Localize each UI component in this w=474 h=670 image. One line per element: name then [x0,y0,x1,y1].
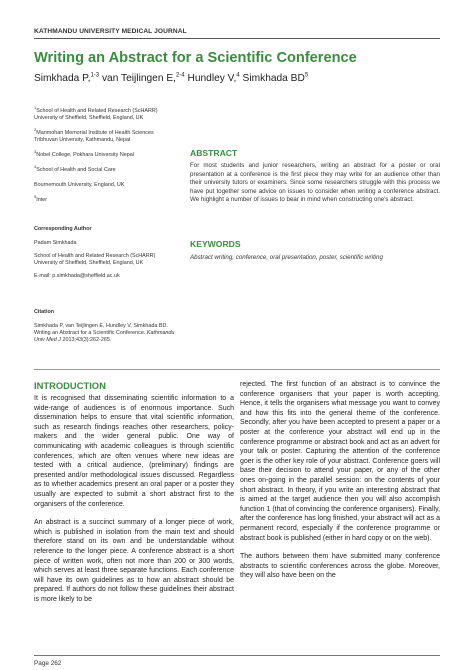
affiliation-line: School of Health and Related Research (ScHARR) [36,108,158,114]
author: Simkhada P, [34,73,91,84]
introduction-column-right [240,380,440,590]
affiliation-item [34,164,174,174]
affiliation-line: Tribhuvan University, Kathmandu, Nepal [34,137,131,143]
paragraph: The authors between them have submitted many conference abstracts to scientific conferences across the globe. Moreover, they will also have been on the [240,553,440,580]
header-rule [34,38,440,39]
author-list [34,73,308,84]
affiliation-line: Inter [36,197,48,203]
section-rule [34,369,440,370]
affiliation-item [34,149,174,159]
page-number: Page 262 [34,660,62,667]
paragraph: It is recognised that disseminating scientific information to a wide-range of audiences is of enormous importance. Such dissemination helps to ensure that vital scientific information, such as research findings reaches other researchers, policy-makers and the wider general public. One way of communicating with academic colleagues is through scientific conferences, which are often venues where new ideas are tested with a critical audience, (preliminary) findings are presented and/or methodological issues discussed. Regardless as to whether academics present an oral paper or a poster they usually are expected to submit a short abstract first to the organisers of the conference. [34,395,234,508]
affiliation-num: 4 [34,164,37,170]
affiliation-num: 5 [34,194,37,200]
corresponding-author-heading: Corresponding Author [34,226,92,232]
corresponding-author-details [34,240,184,286]
address-line: University of Sheffield, Sheffield, England, UK [34,260,144,266]
affiliation-num: 2 [34,127,37,133]
author-sup: 5 [304,72,309,79]
affiliation-item [34,105,174,122]
author: van Teijlingen E, [99,73,176,84]
corresponding-email[interactable]: E-mail: p.simkhada@sheffield.ac.uk [34,273,120,279]
introduction-heading: INTRODUCTION [34,380,106,391]
affiliation-item [34,194,174,204]
author-sup: 2-4 [175,72,185,79]
author-sup: 4 [236,72,240,79]
article-title: Writing an Abstract for a Scientific Conference [34,50,357,66]
author: Simkhada BD [239,73,305,84]
affiliation-line: Bournemouth University, England, UK [34,182,125,188]
address-line: School of Health and Related Research (ScHARR) [34,253,156,259]
affiliation-item [34,182,174,189]
author: Hundley V, [184,73,237,84]
affiliation-line: School of Health and Social Care [36,167,116,173]
affiliation-num: 1 [34,105,37,111]
citation-heading: Citation [34,309,55,315]
citation-tail: 2013;43(3):262-265. [60,337,112,343]
keywords-text: Abstract writing, conference, oral presentation, poster, scientific writing [190,254,383,261]
paragraph: rejected. The first function of an abstract is to convince the conference organisers that your paper is worth accepting. Hence, it tells the organisers what message you want to convey and how this fits into the general theme of the conference. Secondly, after you have been accepted to present a paper or a poster at the conference your abstract will end up in the conference programme or abstract book and act as an advert for your talk or poster. Capturing the attention of the conference goer is the other key role of your abstract. Conference goers will base their decision to attend your paper, or any of the other ones on-going in the parallel session: on the contents of your short abstract. In theory, if you write an interesting abstract that is aimed at the target audience then you will also accomplish function 1 (that of convincing the conference organisers). Finally, after the conference has long finished, your abstract will act as a permanent record, especially if the conference programme or abstract book is published (either in hard copy or on the web). [240,381,440,542]
affiliation-num: 3 [34,149,37,155]
citation-text [34,323,184,344]
affiliation-line: University of Sheffield, Sheffield, England, UK [34,115,144,121]
corresponding-name: Padam Simkhada [34,240,77,246]
affiliation-line: Manmohan Memorial Institute of Health Sciences [36,130,154,136]
affiliation-line: Nobel College, Pokhara University Nepal [36,152,134,158]
introduction-column-left [34,394,234,613]
citation-main: Simkhada P, van Teijlingen E, Hundley V, Simkhada BD. Writing an Abstract for a Scientific Conference. [34,323,168,336]
paragraph: An abstract is a succinct summary of a longer piece of work, which is published in isolation from the main text and should therefore stand on its own and be understandable without reference to the longer piece. A conference abstract is a short piece of written work, often not more than 200 or 300 words, which serves at least three separate functions. Each conference will have its own guidelines as to how an abstract should be prepared. If authors do not follow these guidelines their abstract is more likely to be [34,519,234,603]
journal-name: KATHMANDU UNIVERSITY MEDICAL JOURNAL [34,28,187,35]
abstract-heading: ABSTRACT [190,148,238,158]
author-sup: 1-3 [90,72,100,79]
abstract-text: For most students and junior researchers, writing an abstract for a poster or oral presentation at a conference is the first piece they may write for an audience other than their university tutors or examiners. Since some researchers struggle with this process we have put together some advice on issues to consider when writing a conference abstract. We highlight a number of issues to bear in mind when constructing one's abstract. [190,162,440,204]
affiliation-item [34,127,174,144]
keywords-heading: KEYWORDS [190,239,241,249]
affiliations [34,105,174,212]
footer-rule [34,655,440,656]
corresponding-address [34,253,184,267]
citation-source: Kathmandu Univ Med J [34,330,175,343]
